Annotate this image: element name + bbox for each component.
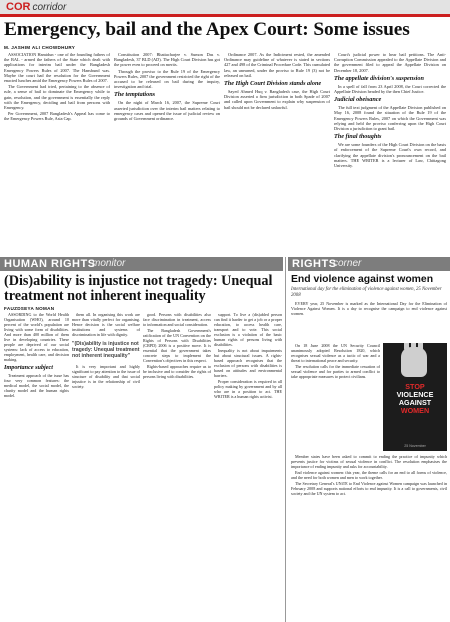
rights-corner-column-left [291,343,380,451]
article-column-3 [224,52,330,254]
human-rights-paragraph: Treatment approach of the issue has four very common features: the medical model, the social model, the charity model and the human rights model. [4,373,69,398]
rights-corner-band [288,257,450,271]
human-rights-column-3 [143,312,211,618]
article-subheading: The temptations [114,91,156,99]
rights-corner-intro [291,301,447,341]
article-paragraph: Sayed Ahmed Huq v. Bangladesh case, the High Court Division asserted a firm jurisdiction in both Spade of 2007 and called upon Government to explain why suspension of bail should not be declared unlawful. [224,89,330,110]
human-rights-column-1 [4,312,69,618]
poster-line: STOP [405,382,425,391]
article-paragraph: Constitution 2007: Bhattacharjee v. Sumon Das v. Bangladesh, 37 BLD (AD). The High Court Division has got the power even to proceed on merits. [114,52,220,68]
article-column-1 [4,52,110,254]
rights-corner-paragraph: The resolution calls for the immediate cessation of sexual violence and for parties to armed conflict to take appropriate measures to protect civilians. [291,364,380,379]
article-subheading: The appellate division's suspension [334,74,424,82]
article-column-2 [114,52,220,254]
human-rights-column-2 [72,312,140,618]
poster-footer: 25 November [404,444,426,448]
column-divider [285,257,286,622]
section-band [0,0,450,14]
human-rights-paragraph: Proper consideration is required in all policy making by government and by all who are in a position to act. THE WRITER is a human rights activist. [214,379,282,399]
human-rights-paragraph: good. Persons with disabilities also face discrimination in treatment, access to information and social consideration. [143,312,211,327]
article-paragraph: ASSOCIATION Hamidun - one of the founding fathers of the BAL - armed the fathers of the State which dealt with applications for interim bail under the Bangladesh Emergency Powers Rules of 2007. The Hansbund was. Maybe the court had the resolution for the Government enacted lunches amid the Emergency Powers Rules of 2007. [4,52,110,84]
rights-corner-paragraph: On 18 June 2008 the UN Security Council unanimously adopted Resolution 1820, which recognises sexual violence as a tactic of war and a threat to international peace and security. [291,343,380,363]
rights-corner-paragraph: End violence against women: this year, the theme calls for an end to all forms of violence, and the need for both women and men to work together. [291,470,447,480]
poster-line: AGAINST [398,398,432,407]
human-rights-paragraph: ASSORDING to the World Health Organisation (WHO), around 10 percent of the world's population are living with some form of disabilities. And more than 400 million of them live in developing countries. These people are deprived of our social systems: lack of access to education, employment, health care, and decision making. [4,312,69,362]
human-rights-paragraph: The Bangladesh Government's ratification of the UN Convention on the Rights of Persons with Disabilities (CRPD) 2006 is a positive move. It is essential that the government takes concrete steps to implement the Convention's objectives in this respect. [143,328,211,363]
section-tag [6,0,66,14]
human-rights-column-4 [214,312,282,618]
article-byline: M. JASHIM ALI CHOWDHURY [4,45,76,50]
poster-line: WOMEN [400,406,430,415]
article-paragraph: On the night of March 16, 2007, the Supreme Court asserted jurisdiction over the interim bail matters relating to emergency cases and opened the issue of judicial review on grounds of Government ordinance. [114,100,220,122]
article-headline: Emergency, bail and the Apex Court: Some issues [4,19,410,40]
poster-text [387,383,443,415]
rights-corner-paragraph: Member states have been asked to commit to ending the practice of impunity which prevents justice for victims of sexual violence in conflict. The resolution emphasises the importance of ending impunity and asks for accountability. [291,454,447,469]
human-rights-subheading: Importance subject [4,364,53,371]
human-rights-paragraph: support. To live a (dis)abled person can find it harder to get a job or a proper education, to access health care, transport and to vote. This social exclusion is a violation of the basic human rights of persons living with disabilities. [214,312,282,347]
human-rights-headline: (Dis)ability is injustice not tragedy: Unequal treatment not inherent inequality [4,273,273,304]
rights-corner-paragraph: EVERY year, 25 November is marked as the International Day for the Elimination of Violence Against Women. It is a day to recognise the campaign to end violence against women. [291,301,447,316]
article-paragraph: We are some founders of the High Court Division on the basis of enforcement of the Supreme Court's own record, and clarifying the appellate division's pronouncement on the bail matters. THE WRITER is a lecturer of Law, Chittagong University. [334,142,446,169]
rights-corner-title: RIGHTS [292,258,337,270]
rights-corner-column-bottom [291,454,447,618]
rights-corner-suffix: corner [333,258,362,269]
article-paragraph: The Government had tried, pertaining to the absence of rule, a sense of bail to dominate the Emergency while to gain, resolution, and the government is essentially the reply with the Emergency, deciding and bail from persons with Emergency. [4,84,110,111]
section-underline [0,14,450,17]
article-paragraph: Ordinance 2007. As the Indictment rested, the amended Ordinance may guideline of whatever is stated in sections 427 and 498 of the Criminal Procedure Code. This cumulated law, an unearned, under the proviso to Rule 19 (3) not be released on bail. [224,52,330,78]
human-rights-paragraph: Inequality is not about impairments but about structural issues. A rights-based approach recognises that the exclusion of persons with disabilities is based on attitudes and environmental barriers. [214,348,282,378]
article-paragraph: Court's judicial power to hear bail petitions. The Anti-Corruption Commission appealed to the Appellate Division and the government filed to appeal the Appellate Division on December 18, 2007. [334,52,446,73]
human-rights-suffix: monitor [92,258,126,269]
rights-corner-subhead: International day for the elimination of violence against women, 25 November 2008 [291,287,442,298]
section-tag-core: COR [6,1,31,13]
human-rights-band [0,257,283,271]
raised-hand-icon [401,347,427,377]
article-paragraph: Per Government, 2007 Bangladesh's Appeal has come to the Emergency Powers Rule, Asia Cap. [4,111,110,122]
rights-corner-headline: End violence against women [291,274,434,285]
pull-quote: "(Dis)ability is injustice not tragedy: Unequal treatment not inherent inequality" [72,341,140,360]
human-rights-paragraph: them all. In organising this work are more than vitally perfect for organising. Hence decision is the social welfare institutions and systems of discrimination in life with dignity. [72,312,140,337]
human-rights-paragraph: Rights-based approaches require us to be inclusive and to consider the rights of persons living with disabilities. [143,364,211,379]
human-rights-paragraph: It is very important and highly significant to pay attention to the issue of structure of disability and that social injustice is in the relationship of civil society. [72,363,140,389]
article-column-4 [334,52,446,254]
stop-violence-poster [383,343,447,451]
article-paragraph: Through the proviso to the Rule 19 of the Emergency Powers Rules, 2007 the government restricted the right of the accused to be released on bail during the inquiry, investigation and trial. [114,68,220,90]
human-rights-byline: FAUZDSEYA NOMAN [4,306,55,311]
article-paragraph: In a spell of fall from 23 April 2008, the Court corrected the Appellate Division headed by the then Chief Justice. [334,83,446,95]
rights-corner-paragraph: The Secretary General's UNiTE to End Violence against Women campaign was launched in February 2008 and supports national efforts to end impunity. It is a call to governments, civil society and the UN system to act. [291,481,447,496]
poster-line: VIOLENCE [396,390,434,399]
article-subheading: Judicial obeisance [334,96,382,104]
section-tag-rest: corridor [32,2,67,13]
article-subheading: The final thoughts [334,133,382,141]
article-paragraph: The full text judgment of the Appellate Division published on May 16, 2008 found the situation of the Rule 19 of the Emergency Powers Rules, 2007 on which the Government was relying and held the proviso conferring upon the High Court Division a jurisdiction to grant bail. [334,105,446,132]
article-subheading: The High Court Division stands alone [224,80,322,88]
human-rights-title: HUMAN RIGHTS [4,258,96,270]
